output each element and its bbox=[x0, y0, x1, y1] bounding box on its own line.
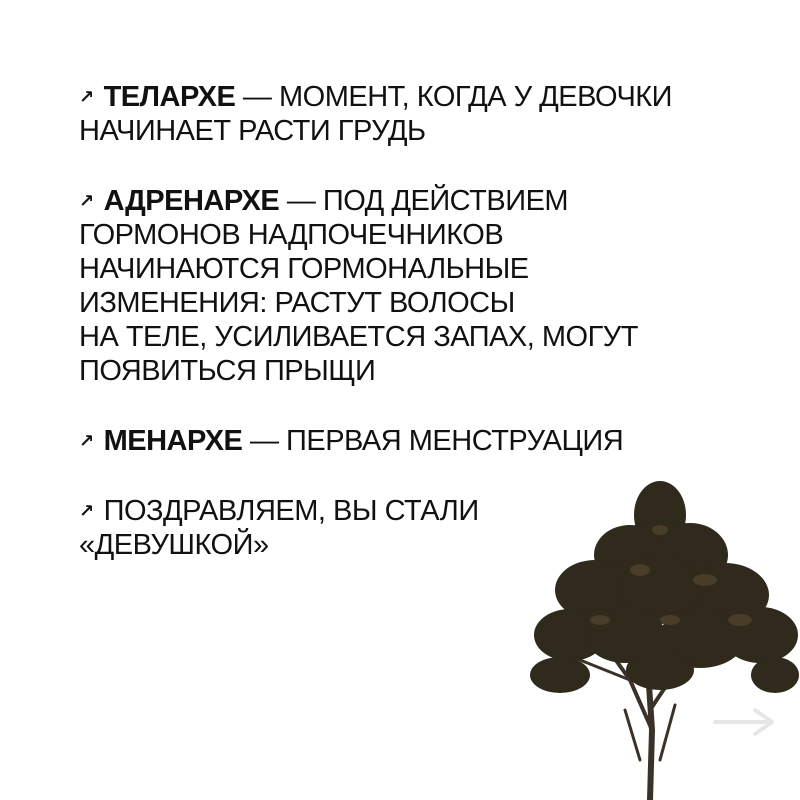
definition: — ПЕРВАЯ МЕНСТРУАЦИЯ bbox=[242, 425, 624, 457]
item-line bbox=[79, 80, 769, 114]
list-item-telarche bbox=[79, 80, 769, 148]
item-line: НА ТЕЛЕ, УСИЛИВАЕТСЯ ЗАПАХ, МОГУТ bbox=[79, 321, 638, 353]
item-line: НАЧИНАЕТ РАСТИ ГРУДЬ bbox=[79, 115, 426, 147]
list-item-adrenarche bbox=[79, 184, 769, 388]
term: МЕНАРХЕ bbox=[103, 425, 243, 457]
item-line bbox=[79, 494, 769, 528]
arrow-up-right-icon: ↗ bbox=[79, 191, 94, 211]
definition: — ПОД ДЕЙСТВИЕМ bbox=[279, 185, 569, 217]
term: ТЕЛАРХЕ bbox=[103, 81, 236, 113]
arrow-up-right-icon: ↗ bbox=[79, 431, 94, 451]
definition: ПОЗДРАВЛЯЕМ, ВЫ СТАЛИ bbox=[103, 495, 479, 527]
item-line: ПОЯВИТЬСЯ ПРЫЩИ bbox=[79, 355, 376, 387]
item-line bbox=[79, 184, 769, 218]
item-line: ГОРМОНОВ НАДПОЧЕЧНИКОВ bbox=[79, 219, 504, 251]
list-item-menarche bbox=[79, 424, 769, 458]
list-item-congrats bbox=[79, 494, 769, 562]
item-line: НАЧИНАЮТСЯ ГОРМОНАЛЬНЫЕ bbox=[79, 253, 529, 285]
item-line: «ДЕВУШКОЙ» bbox=[79, 529, 269, 561]
item-line bbox=[79, 424, 769, 458]
arrow-up-right-icon: ↗ bbox=[79, 87, 94, 107]
item-line: ИЗМЕНЕНИЯ: РАСТУТ ВОЛОСЫ bbox=[79, 287, 515, 319]
arrow-up-right-icon: ↗ bbox=[79, 501, 94, 521]
next-arrow-icon[interactable] bbox=[710, 702, 780, 742]
content bbox=[79, 80, 769, 598]
definition: — МОМЕНТ, КОГДА У ДЕВОЧКИ bbox=[235, 81, 673, 113]
term: АДРЕНАРХЕ bbox=[103, 185, 280, 217]
